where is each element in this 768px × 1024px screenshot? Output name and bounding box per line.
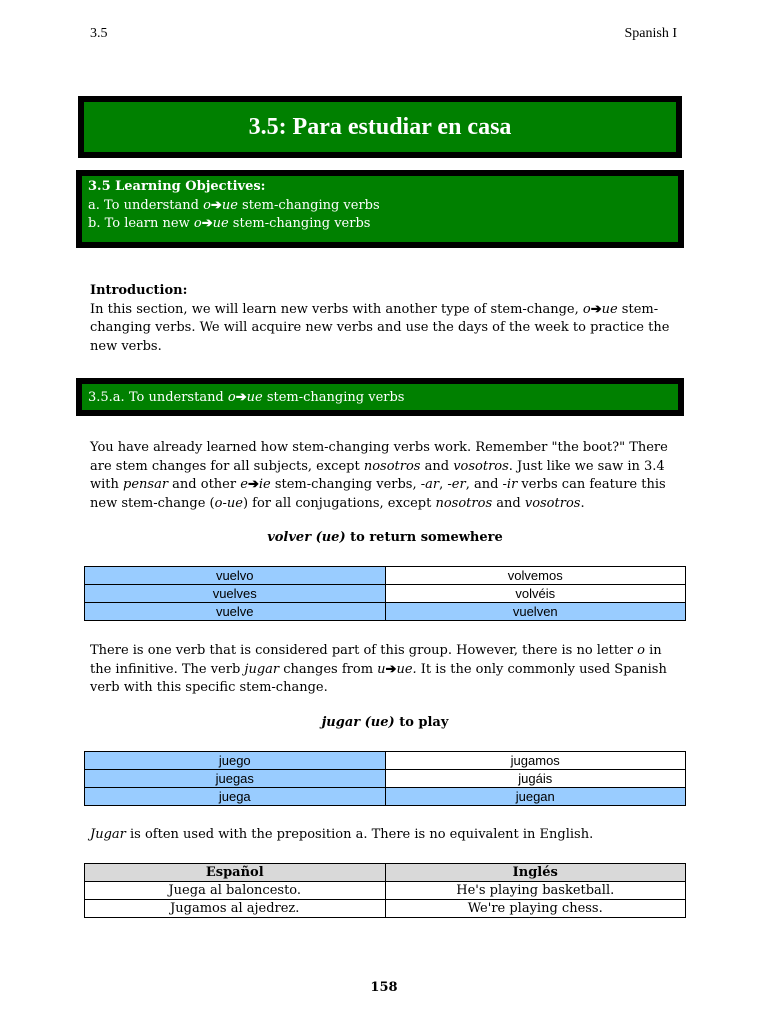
table-cell: juega — [85, 788, 386, 806]
table-row — [85, 770, 686, 788]
objective-b: b. To learn new o➔ue stem-changing verbs — [88, 216, 371, 231]
table-cell: jugáis — [385, 770, 686, 788]
header-course-name: Spanish I — [624, 26, 677, 41]
jugar-conjugation-table — [84, 751, 686, 806]
table-row — [85, 567, 686, 585]
table-cell: juegan — [385, 788, 686, 806]
table-header: Inglés — [385, 864, 686, 882]
section-heading: 3.5.a. To understand o➔ue stem-changing verbs — [82, 384, 678, 410]
objectives-title: 3.5 Learning Objectives: — [88, 179, 266, 194]
objectives-content — [82, 176, 678, 242]
table-cell: We're playing chess. — [385, 900, 686, 918]
table-row — [85, 882, 686, 900]
introduction-heading: Introduction: — [90, 283, 188, 298]
page-number: 158 — [370, 980, 398, 995]
table-row — [85, 585, 686, 603]
objectives-box — [76, 170, 684, 248]
introduction — [90, 282, 680, 356]
arrow-icon: ➔ — [247, 477, 259, 492]
table-header: Español — [85, 864, 386, 882]
table-row — [85, 900, 686, 918]
table-row — [85, 788, 686, 806]
table-cell: He's playing basketball. — [385, 882, 686, 900]
jugar-preposition-note: Jugar is often used with the preposition a. There is no equivalent in English. — [90, 827, 594, 842]
table-cell: jugamos — [385, 752, 686, 770]
arrow-icon: ➔ — [590, 301, 602, 317]
title-banner — [78, 96, 682, 158]
section-heading-box — [76, 378, 684, 416]
table-header-row — [85, 864, 686, 882]
table-cell: Jugamos al ajedrez. — [85, 900, 386, 918]
table-cell: juego — [85, 752, 386, 770]
table-cell: vuelve — [85, 603, 386, 621]
volver-caption: volver (ue) to return somewhere — [267, 530, 503, 545]
arrow-icon: ➔ — [201, 216, 213, 231]
table-cell: Juega al baloncesto. — [85, 882, 386, 900]
page-title: 3.5: Para estudiar en casa — [84, 102, 676, 152]
arrow-icon: ➔ — [210, 197, 222, 213]
jugar-caption: jugar (ue) to play — [321, 715, 449, 730]
table-cell: vuelves — [85, 585, 386, 603]
table-row — [85, 603, 686, 621]
table-cell: volvemos — [385, 567, 686, 585]
translation-table — [84, 863, 686, 918]
arrow-icon: ➔ — [235, 389, 247, 405]
volver-conjugation-table — [84, 566, 686, 621]
jugar-explanation: There is one verb that is considered part of this group. However, there is no letter o in the infinitive. The verb jugar changes from u➔ue. It is the only commonly used Spanish verb with this specific stem-change. — [90, 643, 667, 695]
objective-a: a. To understand o➔ue stem-changing verbs — [88, 197, 380, 213]
arrow-icon: ➔ — [385, 661, 397, 677]
table-row — [85, 752, 686, 770]
header-section-number: 3.5 — [90, 26, 108, 41]
stem-change-explanation: You have already learned how stem-changing verbs work. Remember "the boot?" There are stem changes for all subjects, except nosotros and vosotros. Just like we saw in 3.4 with pensar and other e➔ie stem-changing verbs, -ar, -er, and -ir verbs can feature this new stem-change (o-ue) for all conjugations, except nosotros and vosotros. — [90, 440, 668, 511]
table-cell: volvéis — [385, 585, 686, 603]
table-cell: vuelven — [385, 603, 686, 621]
table-cell: vuelvo — [85, 567, 386, 585]
introduction-text: In this section, we will learn new verbs with another type of stem-change, o➔ue stem-changing verbs. We will acquire new verbs and use the days of the week to practice the new verbs. — [90, 301, 670, 354]
table-cell: juegas — [85, 770, 386, 788]
